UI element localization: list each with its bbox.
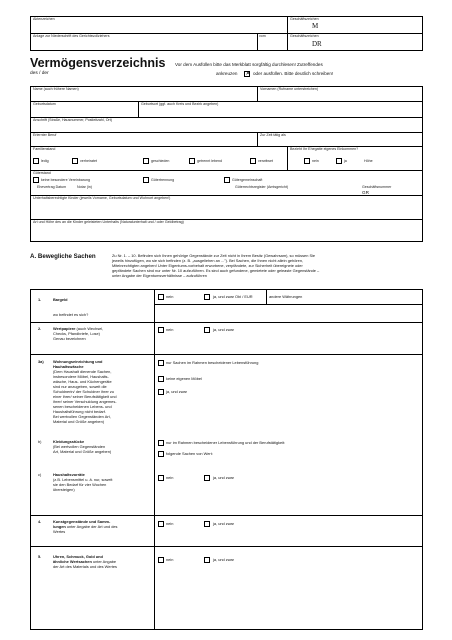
gs-keine-checkbox[interactable] (33, 177, 39, 183)
eink-nein-checkbox[interactable] (304, 158, 310, 164)
fs-verheiratet-checkbox[interactable] (72, 158, 78, 164)
item2-rest-3: Genau bezeichnen (53, 336, 86, 341)
instructions-line2b: oder ausfüllen. Bitte deutlich schreiben! (253, 71, 334, 76)
fs-verwitwet-checkbox[interactable] (250, 158, 256, 164)
item3c-title: Haushaltsvorräte (53, 472, 85, 477)
item3a-rest-2: insbesondere Möbel, Haushalts- (53, 374, 109, 379)
item3a-opt2-label: keine eigenen Möbel (166, 376, 202, 381)
section-a-text-3: Miteinrechtigten angeben! Unter Eigentums-vorbehalt erworbene, verpfändete, zur Sicherheit übereignete oder (112, 263, 303, 268)
section-a-text-1: Zu Nr. 1. – 10. Befinden sich Ihnen gehörige Gegenstände zur Zeit nicht in Ihrem Besitz (Gewahrsam), so müssen Sie (112, 253, 316, 258)
item2-title: Wertpapiere (53, 326, 76, 331)
geburtsdatum-label: Geburtsdatum (33, 102, 56, 106)
item3b-opt1-label: nur im Rahmen bescheidener Lebensführung und der Berufstätigkeit: (166, 440, 286, 445)
section-a-text-5: unter Angabe der Eigentumsverhältnisse – aufzuführen (112, 273, 207, 278)
ehevertrag-label: Ehevertrag Datum (37, 185, 67, 189)
item4-title-2: lungen (53, 524, 66, 529)
gz1-label: Geschäftszeichen (290, 17, 319, 21)
items-table (30, 289, 423, 630)
gs-keine-label: keine besondere Vereinbarung (41, 178, 90, 182)
item2-rest-2: Checks, Pfandbriefe, Lose) (53, 331, 100, 336)
item2-nein-checkbox[interactable] (158, 327, 164, 333)
item3a-rest-9: Haushaltsführung nicht bedarf. (53, 409, 106, 414)
item5-title-2: ähnliche Wertsachen (53, 559, 92, 564)
item3a-rest-1: (Dem Haushalt dienende Sachen, (53, 369, 112, 374)
item3c-num: c) (38, 472, 42, 477)
item3a-opt3-checkbox[interactable] (158, 389, 164, 395)
item3c-ja-checkbox[interactable] (204, 475, 210, 481)
item1-title: Bargeld (53, 297, 68, 302)
gueterreg-label: Güterrechtsregister (Amtsgericht) (235, 185, 289, 189)
item1-andere-label: andere Währungen (269, 294, 303, 299)
item3c-rest-2: sie den Bedarf für vier Wochen (53, 482, 107, 487)
item2-num: 2. (38, 326, 42, 331)
instructions-line2a: ankreuzen (216, 71, 238, 76)
anlage-label: Anlage zur Niederschrift des Gerichtsvollziehers (33, 34, 110, 38)
item3a-opt1-checkbox[interactable] (158, 360, 164, 366)
item4-title-1: Kunstgegenstände und Samm- (53, 519, 111, 524)
item3a-rest-8: senen bescheidenen Lebens- und (53, 404, 112, 409)
eink-hoehe-label: Höhe (364, 159, 373, 163)
item5-rest-2: der Art des Materials und des Wertes (53, 564, 117, 569)
gueterstand-label: Güterstand (33, 171, 51, 175)
item3b-rest-2: Art, Material und Größe angeben) (53, 449, 112, 454)
item3c-rest-1: (z.B. Lebensmittel u. ä. nur, soweit (53, 477, 113, 482)
gs-trennung-label: Gütertrennung (151, 178, 175, 182)
item3a-opt1-label: nur Sachen im Rahmen bescheidener Lebensführung (166, 360, 259, 365)
item4-num: 4. (38, 519, 42, 524)
fs-ledig-label: ledig (41, 159, 49, 163)
vorname-label: Vornamen (Rufname unterstreichen) (260, 87, 319, 91)
item2-ja-label: ja, und zwar (213, 327, 234, 332)
notar-label: Notar (in) (77, 185, 92, 189)
fs-verwitwet-label: verwitwet (258, 159, 273, 163)
item4-nein-label: nein (166, 521, 174, 526)
section-a-text-4: gepfändete Sachen sind nur unter Nr. 10 aufzuführen. Es sind auch gefundene, gemietete oder geleaste Gegenstände – (112, 268, 320, 273)
zurzeit-label: Zur Zeit tätig als (260, 133, 286, 137)
gs-gemeinschaft-label: Gütergemeinschaft (232, 178, 263, 182)
item3a-rest-11: Material und Größe angeben) (53, 419, 105, 424)
item3a-rest-4: sind nur anzugeben, soweit die (53, 384, 107, 389)
item5-rest-1: unter Angabe (91, 559, 117, 564)
geburtsort-label: Geburtsort (ggf. auch Kreis und Bezirk angeben) (141, 102, 219, 106)
item1-nein-checkbox[interactable] (158, 294, 164, 300)
item4-ja-label: ja, und zwar (213, 521, 234, 526)
item3a-rest-10: Bei wertvollen Gegenständen Art, (53, 414, 111, 419)
bezieht-label: Bezieht Ihr Ehegatte eigenes Einkommen? (290, 147, 359, 151)
item5-nein-checkbox[interactable] (158, 557, 164, 563)
item3c-nein-label: nein (166, 475, 174, 480)
gs-gemeinschaft-checkbox[interactable] (224, 177, 230, 183)
section-a-text-2: jeweils hinzufügen, wo sie sich befinden (z. B. „ausgeliehen an ..."). Bei Sachen, die Ihnen nicht allein gehören, (112, 258, 304, 263)
fs-geschieden-checkbox[interactable] (143, 158, 149, 164)
vom-label: vom (259, 34, 266, 38)
item4-nein-checkbox[interactable] (158, 521, 164, 527)
item3c-ja-label: ja, und zwar (213, 475, 234, 480)
eink-ja-checkbox[interactable] (336, 158, 342, 164)
item2-rest-1: (auch Wechsel, (75, 326, 104, 331)
anschrift-label: Anschrift (Straße, Hausnummer, Postleitzahl, Ort) (33, 118, 112, 122)
instructions-line1: Vor dem Ausfüllen bitte das Merkblatt sorgfältig durchlesen! Zutreffendes (175, 62, 323, 67)
fs-getrennt-checkbox[interactable] (189, 158, 195, 164)
gz2-value[interactable]: DR (312, 40, 322, 48)
page-title: Vermögensverzeichnis (30, 56, 166, 70)
item4-rest-1: unter Angabe der Art und des (65, 524, 118, 529)
gz2-label: Geschäftszeichen (290, 34, 319, 38)
beruf-label: Erlernter Beruf (33, 133, 57, 137)
item3b-title: Kleidungsstücke (53, 439, 85, 444)
gs-trennung-checkbox[interactable] (143, 177, 149, 183)
section-a-heading: A. Bewegliche Sachen (30, 253, 96, 260)
item3b-num: b) (38, 439, 42, 444)
item1-nein-label: nein (166, 294, 174, 299)
item4-ja-checkbox[interactable] (204, 521, 210, 527)
item5-num: 5. (38, 554, 42, 559)
item5-nein-label: nein (166, 557, 174, 562)
gesch-nr-label: Geschäftsnummer (362, 185, 392, 189)
item1-wo-label: wo befindet es sich? (53, 312, 89, 317)
item5-ja-checkbox[interactable] (204, 557, 210, 563)
item1-num: 1. (38, 297, 42, 302)
fs-getrennt-label: getrennt lebend (197, 159, 222, 163)
fs-verheiratet-label: verheiratet (80, 159, 97, 163)
familienstand-label: Familienstand (33, 147, 56, 151)
eink-ja-label: ja (344, 159, 347, 163)
example-checkbox-icon (244, 71, 250, 77)
item3a-num: 3a) (38, 359, 44, 364)
item1-ja-label: ja, und zwar Obi / EUR (213, 294, 253, 299)
fs-geschieden-label: geschieden (151, 159, 170, 163)
gz1-value[interactable]: M (312, 22, 319, 30)
item3a-rest-5: Schuldnerin/ der Schuldner ihrer zu (53, 389, 114, 394)
fs-ledig-checkbox[interactable] (33, 158, 39, 164)
item3a-opt3-label: ja, und zwar (166, 389, 187, 394)
item3c-rest-3: übersteigen) (53, 487, 75, 492)
item5-title-1: Uhren, Schmuck, Gold und (53, 554, 103, 559)
item3c-nein-checkbox[interactable] (158, 475, 164, 481)
item3b-opt2-label: folgende Sachen von Wert: (166, 451, 213, 456)
unterhalt-label: Unterhaltsberechtigte Kinder (jeweils Vorname, Geburtsdatum und Wohnort angeben!) (33, 196, 171, 200)
eink-nein-label: nein (312, 159, 319, 163)
item1-ja-checkbox[interactable] (204, 294, 210, 300)
aktenzeichen-label: Aktenzeichen (33, 17, 55, 21)
item3a-title-1: Wohnungseinrichtung und (53, 359, 103, 364)
item3b-opt2-checkbox[interactable] (158, 451, 164, 457)
item5-ja-label: ja, und zwar (213, 557, 234, 562)
item4-rest-2: Wertes (53, 529, 66, 534)
item2-nein-label: nein (166, 327, 174, 332)
item2-ja-checkbox[interactable] (204, 327, 210, 333)
item3b-opt1-checkbox[interactable] (158, 440, 164, 446)
name-label: Name (auch frühere Namen) (33, 87, 79, 91)
item3a-rest-3: wäsche, Haus- und Küchengeräte (53, 379, 112, 384)
title-sub: des / der (30, 71, 49, 76)
item3a-title-2: Hauhaltswäsche (53, 364, 84, 369)
item3a-rest-6: einer ihrer/ seiner Berufstätigkeit und (53, 394, 117, 399)
gesch-nr-value[interactable]: GR (362, 190, 369, 195)
item3a-opt2-checkbox[interactable] (158, 376, 164, 382)
item3a-rest-7: ihrer/ seiner Verschuldung angemes- (53, 399, 117, 404)
art-hoehe-label: Art und Höhe des an die Kinder geleisteten Unterhalts (Naturalunterhalt und / oder Geldbetrag) (33, 220, 184, 224)
item3b-rest-1: (Bei wertvollen Gegenständen (53, 444, 106, 449)
